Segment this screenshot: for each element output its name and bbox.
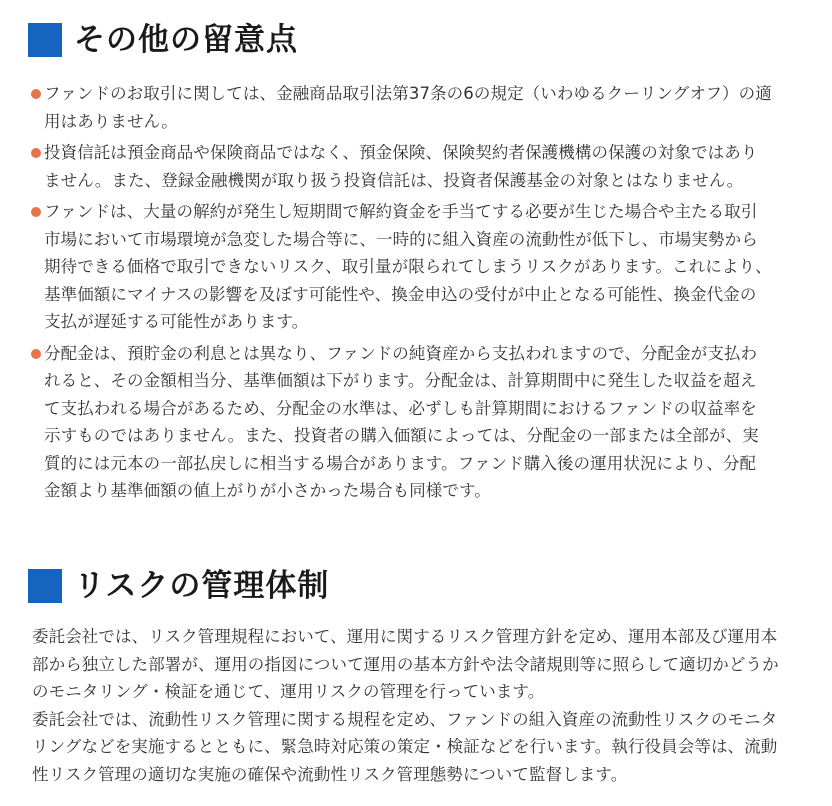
bullet-dot-icon bbox=[31, 148, 41, 158]
bullet-dot-icon bbox=[31, 207, 41, 217]
bullet-text: ファンドのお取引に関しては、金融商品取引法第37条の6の規定（いわゆるクーリングオフ）の適用はありません。 bbox=[44, 84, 772, 131]
section-heading-risk-management bbox=[28, 564, 329, 608]
section-heading-other-notes bbox=[28, 18, 298, 62]
section-title: その他の留意点 bbox=[74, 22, 298, 58]
heading-square-icon bbox=[28, 23, 62, 57]
notes-bullet-list bbox=[32, 80, 772, 509]
bullet-dot-icon bbox=[31, 89, 41, 99]
risk-management-body bbox=[32, 623, 782, 788]
heading-square-icon bbox=[28, 569, 62, 603]
body-paragraph: 委託会社では、流動性リスク管理に関する規程を定め、ファンドの組入資産の流動性リスクのモニタリングなどを実施するとともに、緊急時対応策の策定・検証などを行います。執行役員会等は、流動性リスク管理の適切な実施の確保や流動性リスク管理態勢について監督します。 bbox=[32, 709, 778, 784]
bullet-text: 分配金は、預貯金の利息とは異なり、ファンドの純資産から支払われますので、分配金が支払われると、その金額相当分、基準価額は下がります。分配金は、計算期間中に発生した収益を超えて支払われる場合があるため、分配金の水準は、必ずしも計算期間におけるファンドの収益率を示すものではありません。また、投資者の購入価額によっては、分配金の一部または全部が、実質的には元本の一部払戻しに相当する場合があります。ファンド購入後の運用状況により、分配金額より基準価額の値上がりが小さかった場合も同様です。 bbox=[44, 343, 759, 500]
section-title: リスクの管理体制 bbox=[74, 568, 330, 604]
body-paragraph: 委託会社では、リスク管理規程において、運用に関するリスク管理方針を定め、運用本部及び運用本部から独立した部署が、運用の指図について運用の基本方針や法令諸規則等に照らして適切かどうかのモニタリング・検証を通じて、運用リスクの管理を行っています。 bbox=[32, 627, 779, 701]
list-item bbox=[32, 139, 772, 194]
list-item bbox=[32, 198, 772, 336]
bullet-text: ファンドは、大量の解約が発生し短期間で解約資金を手当てする必要が生じた場合や主たる取引市場において市場環境が急変した場合等に、一時的に組入資産の流動性が低下し、市場実勢から期待できる価格で取引できないリスク、取引量が限られてしまうリスクがあります。これにより、基準価額にマイナスの影響を及ぼす可能性や、換金申込の受付が中止となる可能性、換金代金の支払が遅延する可能性があります。 bbox=[44, 202, 772, 331]
list-item bbox=[32, 80, 772, 135]
bullet-text: 投資信託は預金商品や保険商品ではなく、預金保険、保険契約者保護機構の保護の対象ではありません。また、登録金融機関が取り扱う投資信託は、投資者保護基金の対象とはなりません。 bbox=[44, 143, 758, 190]
list-item bbox=[32, 340, 772, 505]
bullet-dot-icon bbox=[31, 349, 41, 359]
